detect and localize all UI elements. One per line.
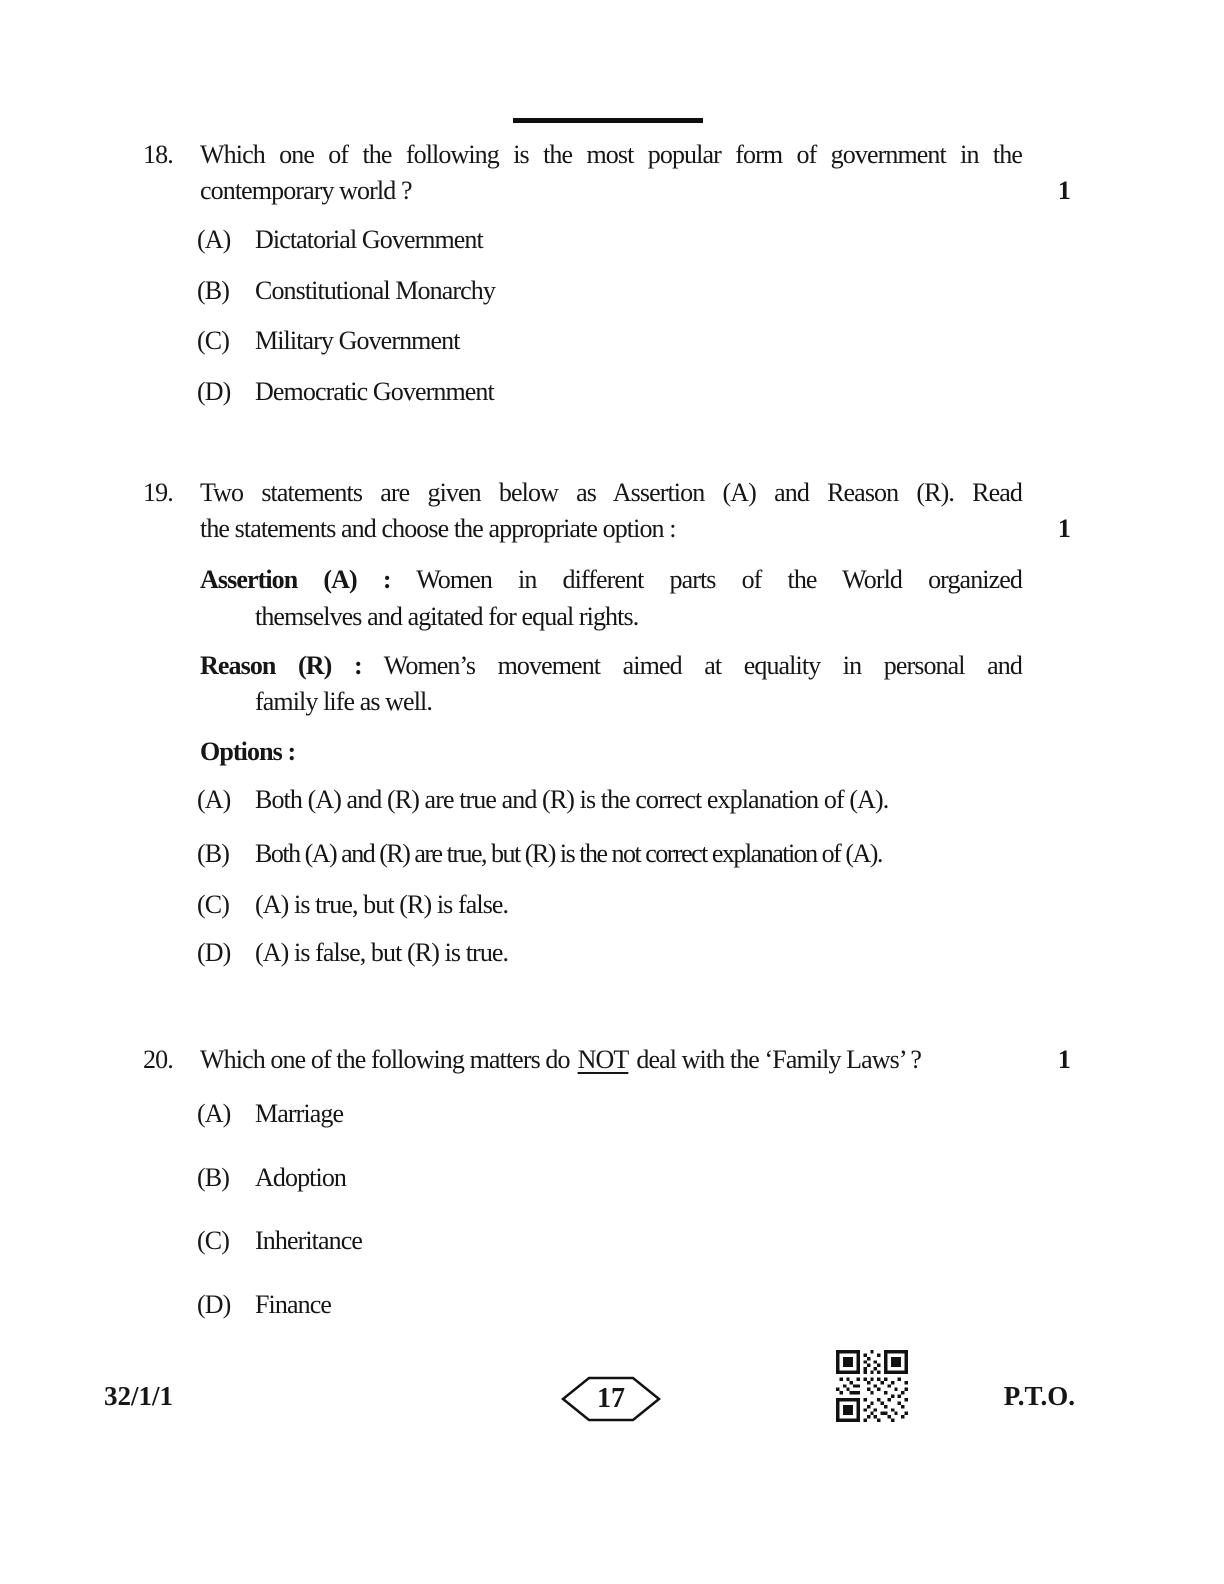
option-label: (D) bbox=[197, 938, 231, 967]
question-18-option-a bbox=[0, 222, 1084, 258]
option-label: (C) bbox=[197, 1226, 229, 1255]
option-text: Finance bbox=[255, 1290, 332, 1319]
question-20-option-c bbox=[0, 1223, 1084, 1259]
question-20-underlined-word: NOT bbox=[577, 1045, 629, 1074]
question-18-marks: 1 bbox=[1057, 176, 1070, 205]
question-20-option-d bbox=[0, 1287, 1084, 1323]
options-heading: Options : bbox=[200, 737, 296, 766]
option-label: (A) bbox=[197, 225, 231, 254]
option-text: Both (A) and (R) are true, but (R) is the not correct explanation of (A). bbox=[255, 839, 882, 868]
option-label: (D) bbox=[197, 377, 231, 406]
page-number: 17 bbox=[597, 1383, 625, 1414]
question-20-marks: 1 bbox=[1057, 1045, 1070, 1074]
question-18-option-b bbox=[0, 273, 1084, 309]
option-text: Adoption bbox=[255, 1163, 347, 1192]
question-20-text-after: deal with the ‘Family Laws’ ? bbox=[636, 1045, 921, 1074]
question-19-text-line-1: Two statements are given below as Assertion (A) and Reason (R). Read bbox=[200, 478, 1022, 507]
question-20-text-before: Which one of the following matters do bbox=[200, 1045, 570, 1074]
question-19-marks: 1 bbox=[1057, 514, 1070, 543]
assertion-line-1 bbox=[200, 562, 1022, 598]
option-text: Marriage bbox=[255, 1099, 344, 1128]
question-20-option-a bbox=[0, 1096, 1084, 1132]
paper-code: 32/1/1 bbox=[104, 1381, 174, 1411]
question-19-option-b bbox=[0, 836, 1084, 872]
option-text: (A) is false, but (R) is true. bbox=[255, 938, 509, 967]
page-number-hexagon bbox=[561, 1376, 661, 1422]
option-label: (D) bbox=[197, 1290, 231, 1319]
option-text: Dictatorial Government bbox=[255, 225, 483, 254]
option-text: Inheritance bbox=[255, 1226, 363, 1255]
question-18-option-c bbox=[0, 323, 1084, 359]
reason-line-1 bbox=[200, 648, 1022, 684]
question-19-option-c bbox=[0, 887, 1084, 923]
option-label: (C) bbox=[197, 326, 229, 355]
option-text: (A) is true, but (R) is false. bbox=[255, 890, 509, 919]
question-20-option-b bbox=[0, 1160, 1084, 1196]
option-text: Democratic Government bbox=[255, 377, 494, 406]
question-18-text-line-2: contemporary world ? bbox=[200, 176, 412, 205]
question-20-number: 20. bbox=[143, 1045, 173, 1074]
assertion-line-2: themselves and agitated for equal rights. bbox=[255, 602, 639, 631]
option-text: Both (A) and (R) are true and (R) is the correct explanation of (A). bbox=[255, 785, 889, 814]
pto-label: P.T.O. bbox=[1003, 1381, 1075, 1411]
option-label: (B) bbox=[197, 839, 229, 868]
option-label: (A) bbox=[197, 785, 231, 814]
reason-line-2: family life as well. bbox=[255, 687, 432, 716]
option-label: (B) bbox=[197, 276, 229, 305]
option-label: (A) bbox=[197, 1099, 231, 1128]
question-18-number: 18. bbox=[143, 140, 173, 169]
reason-text: Women’s movement aimed at equality in personal and bbox=[383, 651, 1022, 680]
assertion-text: Women in different parts of the World organized bbox=[416, 565, 1022, 594]
question-19-option-a bbox=[0, 782, 1084, 818]
option-label: (C) bbox=[197, 890, 229, 919]
option-text: Military Government bbox=[255, 326, 460, 355]
question-18-text-line-1: Which one of the following is the most popular form of government in the bbox=[200, 140, 1022, 169]
question-19-number: 19. bbox=[143, 478, 173, 507]
question-18-option-d bbox=[0, 374, 1084, 410]
question-20-text-line bbox=[200, 1042, 1022, 1078]
option-text: Constitutional Monarchy bbox=[255, 276, 495, 305]
top-divider-rule bbox=[513, 118, 703, 123]
assertion-label: Assertion (A) : bbox=[200, 565, 391, 594]
qr-code-icon bbox=[836, 1350, 908, 1422]
question-19-option-d bbox=[0, 935, 1084, 971]
option-label: (B) bbox=[197, 1163, 229, 1192]
reason-label: Reason (R) : bbox=[200, 651, 362, 680]
question-19-text-line-2: the statements and choose the appropriate option : bbox=[200, 514, 676, 543]
